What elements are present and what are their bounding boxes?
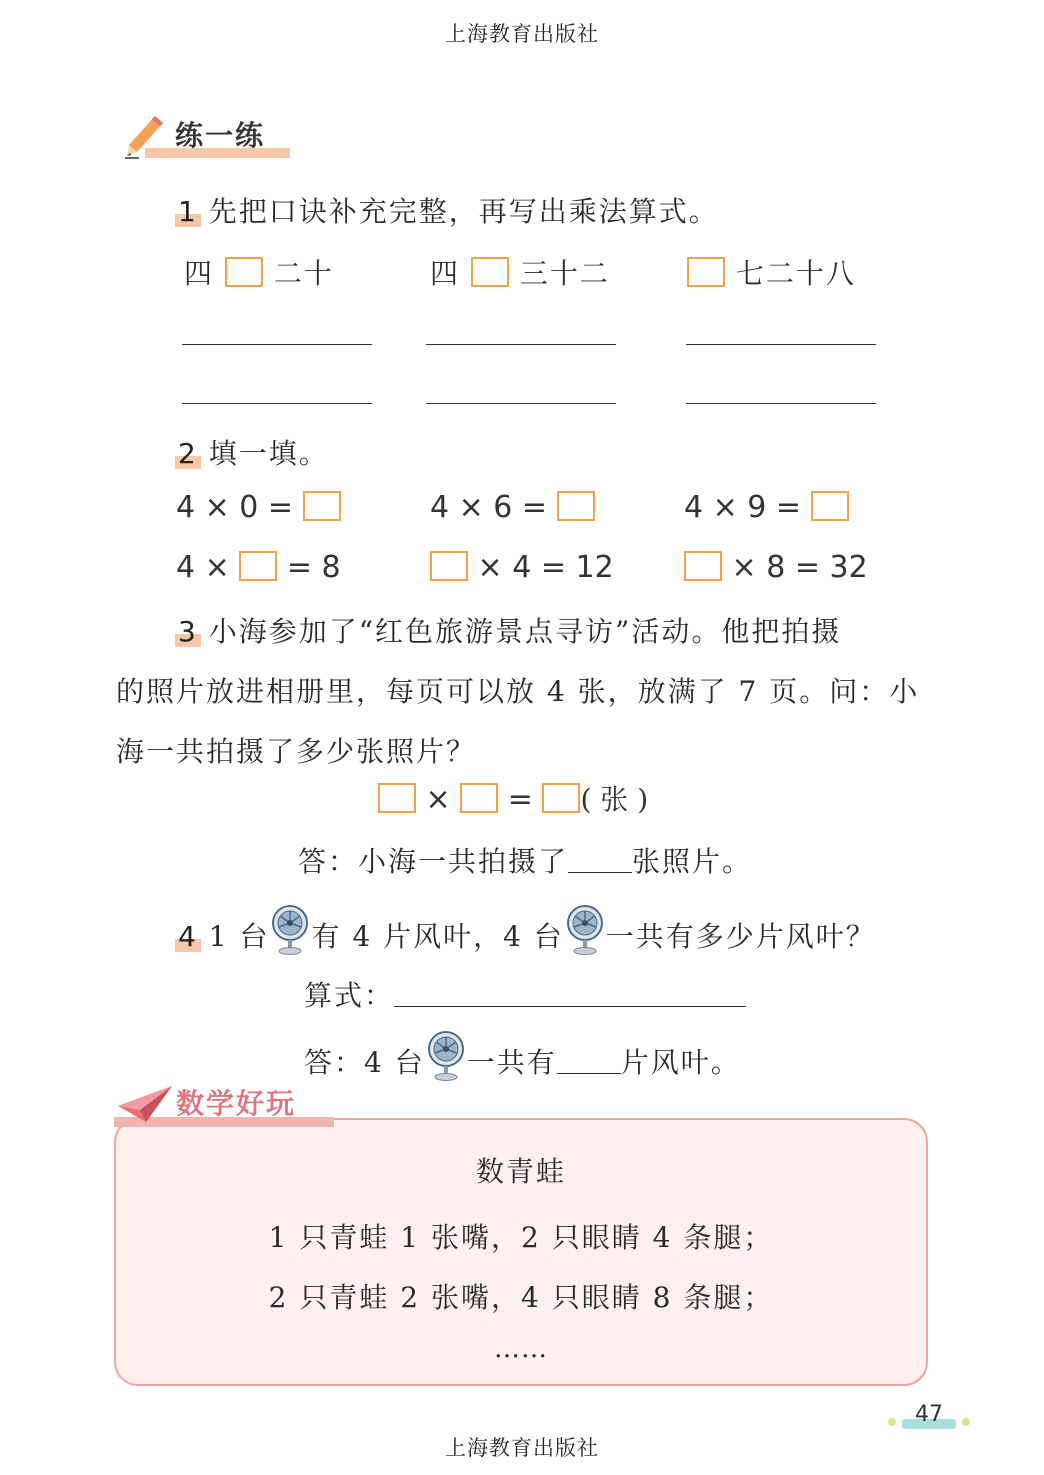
electric-fan-icon <box>270 904 310 956</box>
answer-box[interactable] <box>684 551 722 581</box>
answer-box[interactable] <box>239 551 277 581</box>
q3-number: 3 <box>178 615 198 648</box>
poem-line-1: 1 只青蛙 1 张嘴，2 只眼睛 4 条腿； <box>268 1221 774 1254</box>
q2-eq-2 <box>430 490 595 525</box>
q1-item-1 <box>184 252 334 292</box>
q2-eq-1-text: 4 × 0 = <box>176 490 294 525</box>
answer-line[interactable] <box>182 344 372 345</box>
answer-line[interactable] <box>686 344 876 345</box>
q3-text-1: 小海参加了“红色旅游景点寻访”活动。他把拍摄 <box>208 615 842 648</box>
q2-eq-3-text: 4 × 9 = <box>684 490 802 525</box>
q2-eq-1 <box>176 490 341 525</box>
page-number: 47 <box>915 1402 943 1427</box>
q1-item-1-post: 二十 <box>273 257 334 290</box>
q1-prompt <box>178 190 719 230</box>
q4-answer-mid: 一共有 <box>466 1046 557 1079</box>
answer-box[interactable] <box>687 257 725 287</box>
q2-eq-5 <box>430 550 614 585</box>
answer-box[interactable] <box>811 491 849 521</box>
answer-blank[interactable] <box>568 848 632 873</box>
q2-eq-6-text: × 8 = 32 <box>731 550 868 585</box>
q1-item-3 <box>687 252 856 292</box>
answer-box[interactable] <box>460 783 498 813</box>
poem-line-2: 2 只青蛙 2 张嘴，4 只眼睛 8 条腿； <box>268 1281 774 1314</box>
fun-title: 数学好玩 <box>176 1087 297 1120</box>
q1-item-1-pre: 四 <box>184 257 215 290</box>
q4-number: 4 <box>178 920 198 953</box>
practice-section-header <box>125 112 290 162</box>
q4-answer-post: 片风叶。 <box>620 1046 741 1079</box>
q1-item-3-post: 七二十八 <box>735 257 856 290</box>
q2-eq-6 <box>684 550 868 585</box>
q3-line-3: 海一共拍摄了多少张照片？ <box>116 735 477 768</box>
answer-box[interactable] <box>557 491 595 521</box>
q2-eq-4-text-b: = 8 <box>286 550 341 585</box>
q3-answer <box>298 840 752 880</box>
times-sign: × <box>425 782 451 817</box>
pencil-icon <box>125 114 167 160</box>
q1-item-2-pre: 四 <box>430 257 461 290</box>
answer-box[interactable] <box>542 783 580 813</box>
q4-prompt <box>178 904 876 956</box>
q4-text-2: 有 4 片风叶，4 台 <box>311 920 564 953</box>
formula-label: 算式： <box>304 979 395 1012</box>
page-dot-left <box>888 1418 896 1426</box>
poem-ellipsis: …… <box>494 1334 548 1364</box>
unit-label: ( 张 ) <box>580 783 649 816</box>
q1-number: 1 <box>178 195 198 228</box>
paper-plane-icon <box>116 1082 174 1126</box>
answer-box[interactable] <box>430 551 468 581</box>
page-footer: 上海教育出版社 <box>445 1436 599 1460</box>
page-dot-right <box>962 1418 970 1426</box>
q1-text: 先把口诀补充完整，再写出乘法算式。 <box>208 195 719 228</box>
q3-answer-post: 张照片。 <box>632 845 753 878</box>
q4-answer-pre: 答：4 台 <box>304 1046 425 1079</box>
q2-eq-3 <box>684 490 849 525</box>
answer-line[interactable] <box>182 403 372 404</box>
q3-equation <box>378 778 648 818</box>
poem-title: 数青蛙 <box>475 1155 566 1188</box>
electric-fan-icon <box>426 1030 466 1082</box>
q4-text-1: 1 台 <box>208 920 270 953</box>
answer-blank[interactable] <box>557 1049 621 1074</box>
electric-fan-icon <box>565 904 605 956</box>
q3-answer-pre: 答：小海一共拍摄了 <box>298 845 569 878</box>
q4-formula <box>304 974 746 1014</box>
page-header: 上海教育出版社 <box>445 22 599 46</box>
q1-item-2-post: 三十二 <box>519 257 610 290</box>
q1-item-2 <box>430 252 610 292</box>
q4-answer <box>304 1030 741 1082</box>
answer-line[interactable] <box>686 403 876 404</box>
answer-box[interactable] <box>225 257 263 287</box>
q2-eq-2-text: 4 × 6 = <box>430 490 548 525</box>
q2-eq-4 <box>176 550 341 585</box>
q4-text-3: 一共有多少片风叶？ <box>605 920 876 953</box>
q3-line-1 <box>178 610 841 650</box>
answer-box[interactable] <box>471 257 509 287</box>
equals-sign: = <box>507 782 533 817</box>
q2-text: 填一填。 <box>208 437 329 470</box>
practice-title: 练一练 <box>175 119 266 152</box>
q3-line-2: 的照片放进相册里，每页可以放 4 张，放满了 7 页。问：小 <box>116 675 920 708</box>
formula-blank[interactable] <box>394 982 746 1007</box>
answer-box[interactable] <box>303 491 341 521</box>
q2-eq-5-text: × 4 = 12 <box>477 550 614 585</box>
answer-line[interactable] <box>426 403 616 404</box>
answer-box[interactable] <box>378 783 416 813</box>
q2-prompt <box>178 432 329 472</box>
answer-line[interactable] <box>426 344 616 345</box>
q2-number: 2 <box>178 437 198 470</box>
q2-eq-4-text-a: 4 × <box>176 550 230 585</box>
